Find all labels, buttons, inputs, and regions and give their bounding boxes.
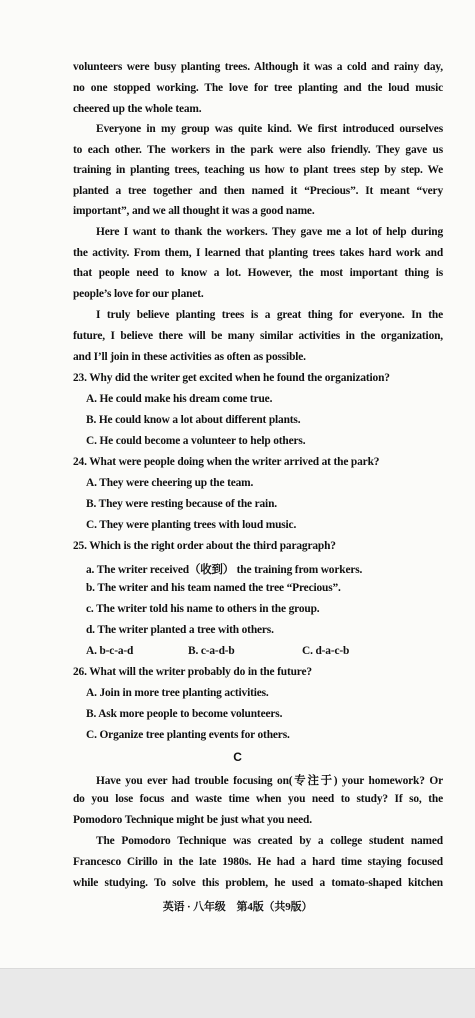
question-24-option-b[interactable]: B. They were resting because of the rain.	[86, 498, 277, 510]
paragraph-line: that people need to know a lot. However, the most important thing is	[73, 267, 443, 279]
question-23-option-c[interactable]: C. He could become a volunteer to help others.	[86, 435, 306, 447]
question-25-stem: 25. Which is the right order about the third paragraph?	[73, 540, 336, 552]
question-25-item-d: d. The writer planted a tree with others.	[86, 624, 274, 636]
paragraph-line: Have you ever had trouble focusing on(专注于) your homework? Or	[96, 775, 443, 787]
question-25-option-a[interactable]: A. b-c-a-d	[86, 645, 134, 657]
paragraph-line: no one stopped working. The love for tree planting and the loud music	[73, 82, 443, 94]
paragraph-line: people’s love for our planet.	[73, 288, 204, 300]
question-26-stem: 26. What will the writer probably do in the future?	[73, 666, 312, 678]
section-heading: C	[233, 750, 242, 764]
question-23-stem: 23. Why did the writer get excited when he found the organization?	[73, 372, 390, 384]
question-25-item-b: b. The writer and his team named the tree “Precious”.	[86, 582, 341, 594]
paragraph-line: I truly believe planting trees is a great thing for everyone. In the	[96, 309, 443, 321]
paragraph-line: the activity. From them, I learned that planting trees takes hard work and	[73, 247, 443, 259]
page-bottom-margin	[0, 968, 475, 1018]
paragraph-line: training in planting trees, teaching us how to plant trees step by step. We	[73, 164, 443, 176]
question-24-stem: 24. What were people doing when the writer arrived at the park?	[73, 456, 380, 468]
paragraph-line: and I’ll join in these activities as often as possible.	[73, 351, 306, 363]
question-25-option-b[interactable]: B. c-a-d-b	[188, 645, 235, 657]
paragraph-line: do you lose focus and waste time when you need to study? If so, the	[73, 793, 443, 805]
page-footer: 英语 · 八年级 第4版（共9版）	[162, 901, 313, 913]
question-23-option-a[interactable]: A. He could make his dream come true.	[86, 393, 273, 405]
paragraph-line: important”, and we all thought it was a good name.	[73, 205, 315, 217]
paragraph-line: Everyone in my group was quite kind. We first introduced ourselves	[96, 123, 443, 135]
question-24-option-c[interactable]: C. They were planting trees with loud music.	[86, 519, 297, 531]
question-26-option-b[interactable]: B. Ask more people to become volunteers.	[86, 708, 283, 720]
question-25-item-a: a. The writer received（收到） the training from workers.	[86, 564, 363, 576]
paragraph-line: cheered up the whole team.	[73, 103, 202, 115]
paragraph-line: Pomodoro Technique might be just what you need.	[73, 814, 312, 826]
paragraph-line: volunteers were busy planting trees. Although it was a cold and rainy day,	[73, 61, 443, 73]
paragraph-line: to each other. The workers in the park were also friendly. They gave us	[73, 144, 443, 156]
paragraph-line: Francesco Cirillo in the late 1980s. He had a hard time staying focused	[73, 856, 443, 868]
question-25-options	[0, 645, 475, 663]
paragraph-line: while studying. To solve this problem, he used a tomato-shaped kitchen	[73, 877, 443, 889]
question-26-option-a[interactable]: A. Join in more tree planting activities.	[86, 687, 269, 699]
paragraph-line: The Pomodoro Technique was created by a college student named	[96, 835, 443, 847]
paragraph-line: future, I believe there will be many similar activities in the organization,	[73, 330, 443, 342]
paragraph-line: planted a tree together and then named it “Precious”. It meant “very	[73, 185, 443, 197]
paragraph-line: Here I want to thank the workers. They gave me a lot of help during	[96, 226, 443, 238]
question-23-option-b[interactable]: B. He could know a lot about different plants.	[86, 414, 301, 426]
question-25-option-c[interactable]: C. d-a-c-b	[302, 645, 350, 657]
question-24-option-a[interactable]: A. They were cheering up the team.	[86, 477, 254, 489]
question-25-item-c: c. The writer told his name to others in the group.	[86, 603, 320, 615]
question-26-option-c[interactable]: C. Organize tree planting events for others.	[86, 729, 290, 741]
